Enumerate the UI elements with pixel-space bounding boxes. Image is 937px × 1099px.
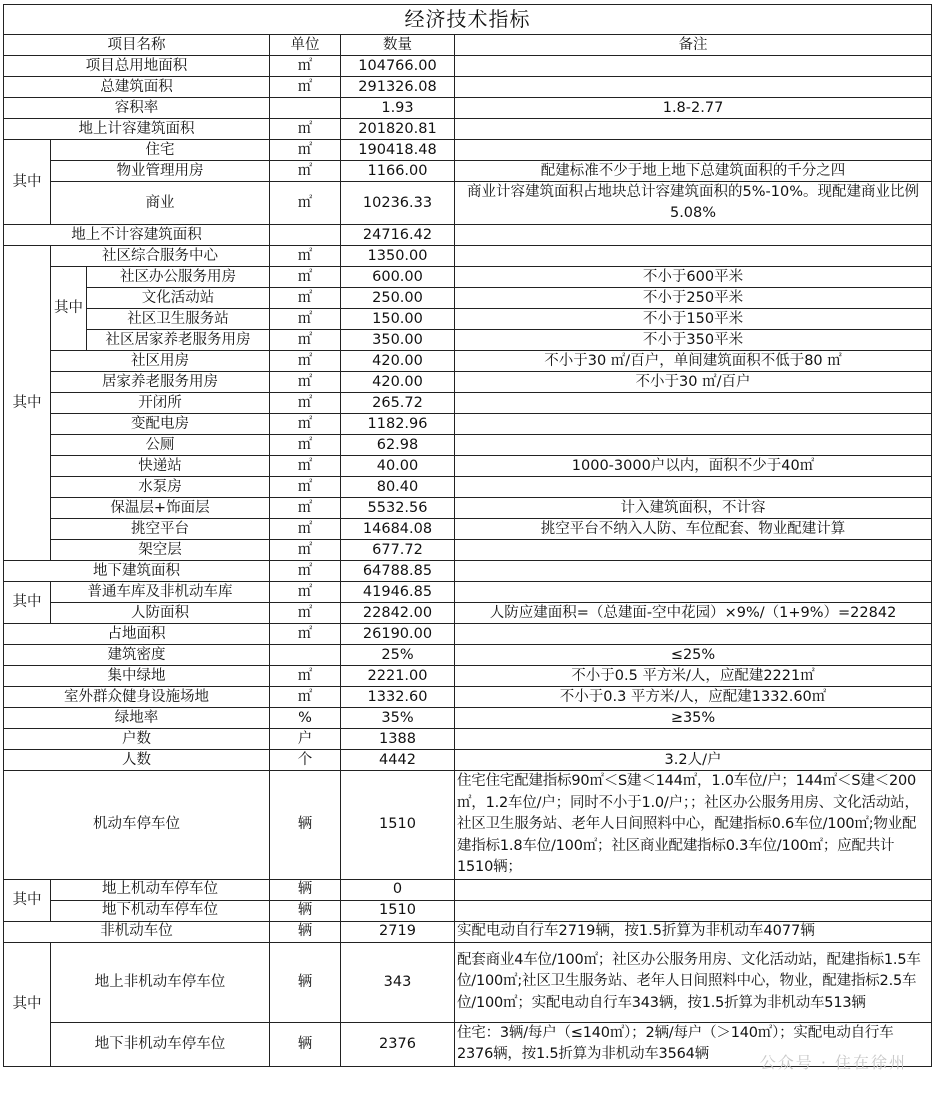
row-qty: 1510 [341,900,455,921]
row-name: 容积率 [4,98,270,119]
row-note [455,477,932,498]
row-note: 商业计容建筑面积占地块总计容建筑面积的5%-10%。现配建商业比例5.08% [455,182,932,225]
row-unit: ㎡ [270,687,341,708]
table-row [4,140,932,161]
row-note [455,561,932,582]
row-unit: 辆 [270,879,341,900]
row-note: 1000-3000户以内，面积不少于40㎡ [455,456,932,477]
row-name: 社区用房 [51,351,270,372]
table-row [4,309,932,330]
row-note [455,540,932,561]
row-unit: 辆 [270,771,341,880]
table-row [4,666,932,687]
row-name: 居家养老服务用房 [51,372,270,393]
row-qty: 62.98 [341,435,455,456]
table-row [4,771,932,880]
row-unit: ㎡ [270,246,341,267]
row-qty: 80.40 [341,477,455,498]
row-unit: ㎡ [270,372,341,393]
row-name: 社区居家养老服务用房 [87,330,270,351]
watermark: 公众号 · 住在徐州 [759,1053,907,1072]
row-qty: 420.00 [341,351,455,372]
row-name: 建筑密度 [4,645,270,666]
row-unit: ㎡ [270,119,341,140]
row-note: ≥35% [455,708,932,729]
table-row [4,561,932,582]
table-row [4,119,932,140]
row-unit: ㎡ [270,456,341,477]
row-qty: 420.00 [341,372,455,393]
table-row [4,921,932,942]
row-note: 不小于30 ㎡/百户，单间建筑面积不低于80 ㎡ [455,351,932,372]
row-qty: 40.00 [341,456,455,477]
table-row [4,687,932,708]
row-qty: 291326.08 [341,77,455,98]
table-row [4,540,932,561]
header-note: 备注 [455,35,932,56]
row-unit: ㎡ [270,414,341,435]
row-qty: 1332.60 [341,687,455,708]
row-qty: 677.72 [341,540,455,561]
row-note: 不小于0.3 平方米/人，应配建1332.60㎡ [455,687,932,708]
row-unit: ㎡ [270,624,341,645]
row-qty: 1388 [341,729,455,750]
row-qty: 2719 [341,921,455,942]
row-note: 1.8-2.77 [455,98,932,119]
row-note [455,246,932,267]
row-note: 不小于600平米 [455,267,932,288]
row-qty: 14684.08 [341,519,455,540]
table-row [4,246,932,267]
header-qty: 数量 [341,35,455,56]
row-note [455,435,932,456]
row-name: 保温层+饰面层 [51,498,270,519]
row-qty: 5532.56 [341,498,455,519]
row-unit: ㎡ [270,267,341,288]
table-row [4,225,932,246]
row-unit: ㎡ [270,561,341,582]
row-note: 不小于30 ㎡/百户 [455,372,932,393]
row-note [455,879,932,900]
table-row [4,351,932,372]
table-row [4,624,932,645]
table-row [4,582,932,603]
row-unit: ㎡ [270,309,341,330]
row-unit: 辆 [270,1022,341,1066]
row-unit [270,645,341,666]
row-note: 不小于0.5 平方米/人，应配建2221㎡ [455,666,932,687]
table-row [4,477,932,498]
row-unit: 户 [270,729,341,750]
row-unit: % [270,708,341,729]
table-row [4,456,932,477]
row-unit: ㎡ [270,393,341,414]
row-note: 住宅住宅配建指标90㎡＜S建＜144㎡，1.0车位/户；144㎡＜S建＜200㎡，1.2车位/户；同时不小于1.0/户；；社区办公服务用房、文化活动站，社区卫生服务站、老年人日间照料中心，配建指标0.6车位/100㎡;物业配建指标1.8车位/100㎡；社区商业配建指标0.3车位/100㎡；应配共计1510辆； [455,771,932,880]
row-name: 变配电房 [51,414,270,435]
row-qty: 64788.85 [341,561,455,582]
row-note [455,729,932,750]
table-row [4,77,932,98]
row-note: 住宅：3辆/每户（≤140㎡）；2辆/每户（＞140㎡）；实配电动自行车2376辆，按1.5折算为非机动车3564辆 [455,1022,932,1066]
row-unit: 辆 [270,900,341,921]
row-qty: 41946.85 [341,582,455,603]
row-note: ≤25% [455,645,932,666]
table-row [4,603,932,624]
row-note: 不小于350平米 [455,330,932,351]
table-title: 经济技术指标 [4,5,932,35]
row-name: 架空层 [51,540,270,561]
row-name: 机动车停车位 [4,771,270,880]
table-row [4,393,932,414]
row-qty: 26190.00 [341,624,455,645]
table-row [4,414,932,435]
indicator-sheet [3,4,931,1067]
row-unit: ㎡ [270,288,341,309]
row-qty: 4442 [341,750,455,771]
header-name: 项目名称 [4,35,270,56]
subgroup-label: 其中 [51,267,87,351]
header-unit: 单位 [270,35,341,56]
row-name: 社区卫生服务站 [87,309,270,330]
group-label: 其中 [4,140,51,225]
row-note: 计入建筑面积，不计容 [455,498,932,519]
group-label: 其中 [4,582,51,624]
row-note: 人防应建面积=（总建面-空中花园）×9%/（1+9%）=22842 [455,603,932,624]
row-unit: ㎡ [270,666,341,687]
row-name: 总建筑面积 [4,77,270,98]
row-unit [270,225,341,246]
row-qty: 201820.81 [341,119,455,140]
row-name: 地下建筑面积 [4,561,270,582]
row-name: 地下非机动车停车位 [51,1022,270,1066]
row-qty: 1182.96 [341,414,455,435]
row-note [455,582,932,603]
row-name: 普通车库及非机动车库 [51,582,270,603]
row-qty: 1510 [341,771,455,880]
row-note: 配建标准不少于地上地下总建筑面积的千分之四 [455,161,932,182]
row-note [455,900,932,921]
table-row [4,267,932,288]
row-qty: 2376 [341,1022,455,1066]
row-name: 开闭所 [51,393,270,414]
row-name: 非机动车位 [4,921,270,942]
row-qty: 35% [341,708,455,729]
row-name: 地下机动车停车位 [51,900,270,921]
row-note [455,119,932,140]
table-row [4,288,932,309]
table-row [4,645,932,666]
row-name: 项目总用地面积 [4,56,270,77]
table-row [4,498,932,519]
indicator-table [3,4,932,1067]
row-name: 地上机动车停车位 [51,879,270,900]
row-unit: ㎡ [270,351,341,372]
row-qty: 265.72 [341,393,455,414]
table-row [4,708,932,729]
row-note [455,56,932,77]
table-row [4,879,932,900]
row-note [455,414,932,435]
group-label: 其中 [4,879,51,921]
row-note: 不小于250平米 [455,288,932,309]
row-qty: 2221.00 [341,666,455,687]
row-note [455,140,932,161]
row-unit [270,98,341,119]
row-qty: 1.93 [341,98,455,119]
table-row [4,900,932,921]
table-row [4,519,932,540]
row-name: 住宅 [51,140,270,161]
row-name: 地上非机动车停车位 [51,942,270,1022]
row-note [455,624,932,645]
row-unit: ㎡ [270,435,341,456]
table-row [4,330,932,351]
row-unit: ㎡ [270,540,341,561]
row-qty: 1350.00 [341,246,455,267]
row-qty: 22842.00 [341,603,455,624]
row-name: 集中绿地 [4,666,270,687]
row-unit: ㎡ [270,477,341,498]
row-qty: 25% [341,645,455,666]
row-qty: 24716.42 [341,225,455,246]
row-qty: 150.00 [341,309,455,330]
row-name: 快递站 [51,456,270,477]
row-name: 绿地率 [4,708,270,729]
row-name: 文化活动站 [87,288,270,309]
row-unit: ㎡ [270,56,341,77]
row-note [455,77,932,98]
table-row [4,435,932,456]
row-qty: 350.00 [341,330,455,351]
row-unit: ㎡ [270,330,341,351]
row-note: 挑空平台不纳入人防、车位配套、物业配建计算 [455,519,932,540]
row-qty: 343 [341,942,455,1022]
group-label: 其中 [4,942,51,1066]
row-name: 占地面积 [4,624,270,645]
row-name: 商业 [51,182,270,225]
row-name: 物业管理用房 [51,161,270,182]
row-qty: 0 [341,879,455,900]
row-unit: ㎡ [270,582,341,603]
table-row [4,942,932,1022]
row-unit: ㎡ [270,140,341,161]
row-note: 配套商业4车位/100㎡；社区办公服务用房、文化活动站，配建指标1.5车位/100㎡;社区卫生服务站、老年人日间照料中心，物业，配建指标2.5车位/100㎡；实配电动自行车343辆，按1.5折算为非机动车513辆 [455,942,932,1022]
row-name: 人防面积 [51,603,270,624]
row-qty: 190418.48 [341,140,455,161]
row-name: 挑空平台 [51,519,270,540]
row-unit: 个 [270,750,341,771]
row-unit: ㎡ [270,161,341,182]
row-note: 实配电动自行车2719辆，按1.5折算为非机动车4077辆 [455,921,932,942]
row-unit: ㎡ [270,77,341,98]
row-name: 室外群众健身设施场地 [4,687,270,708]
row-name: 人数 [4,750,270,771]
table-row [4,182,932,225]
table-row [4,98,932,119]
row-unit: ㎡ [270,519,341,540]
table-row [4,372,932,393]
row-unit: 辆 [270,942,341,1022]
row-unit: 辆 [270,921,341,942]
table-row [4,750,932,771]
table-row [4,56,932,77]
row-unit: ㎡ [270,182,341,225]
row-name: 地上计容建筑面积 [4,119,270,140]
row-qty: 104766.00 [341,56,455,77]
table-row [4,161,932,182]
row-note [455,225,932,246]
row-qty: 250.00 [341,288,455,309]
row-name: 公厕 [51,435,270,456]
table-row [4,729,932,750]
row-name: 地上不计容建筑面积 [4,225,270,246]
row-note [455,393,932,414]
row-qty: 600.00 [341,267,455,288]
group-label: 其中 [4,246,51,561]
row-qty: 1166.00 [341,161,455,182]
row-note: 3.2人/户 [455,750,932,771]
row-name: 水泵房 [51,477,270,498]
row-name: 户数 [4,729,270,750]
row-qty: 10236.33 [341,182,455,225]
row-note: 不小于150平米 [455,309,932,330]
row-name: 社区综合服务中心 [51,246,270,267]
row-name: 社区办公服务用房 [87,267,270,288]
row-unit: ㎡ [270,603,341,624]
row-unit: ㎡ [270,498,341,519]
